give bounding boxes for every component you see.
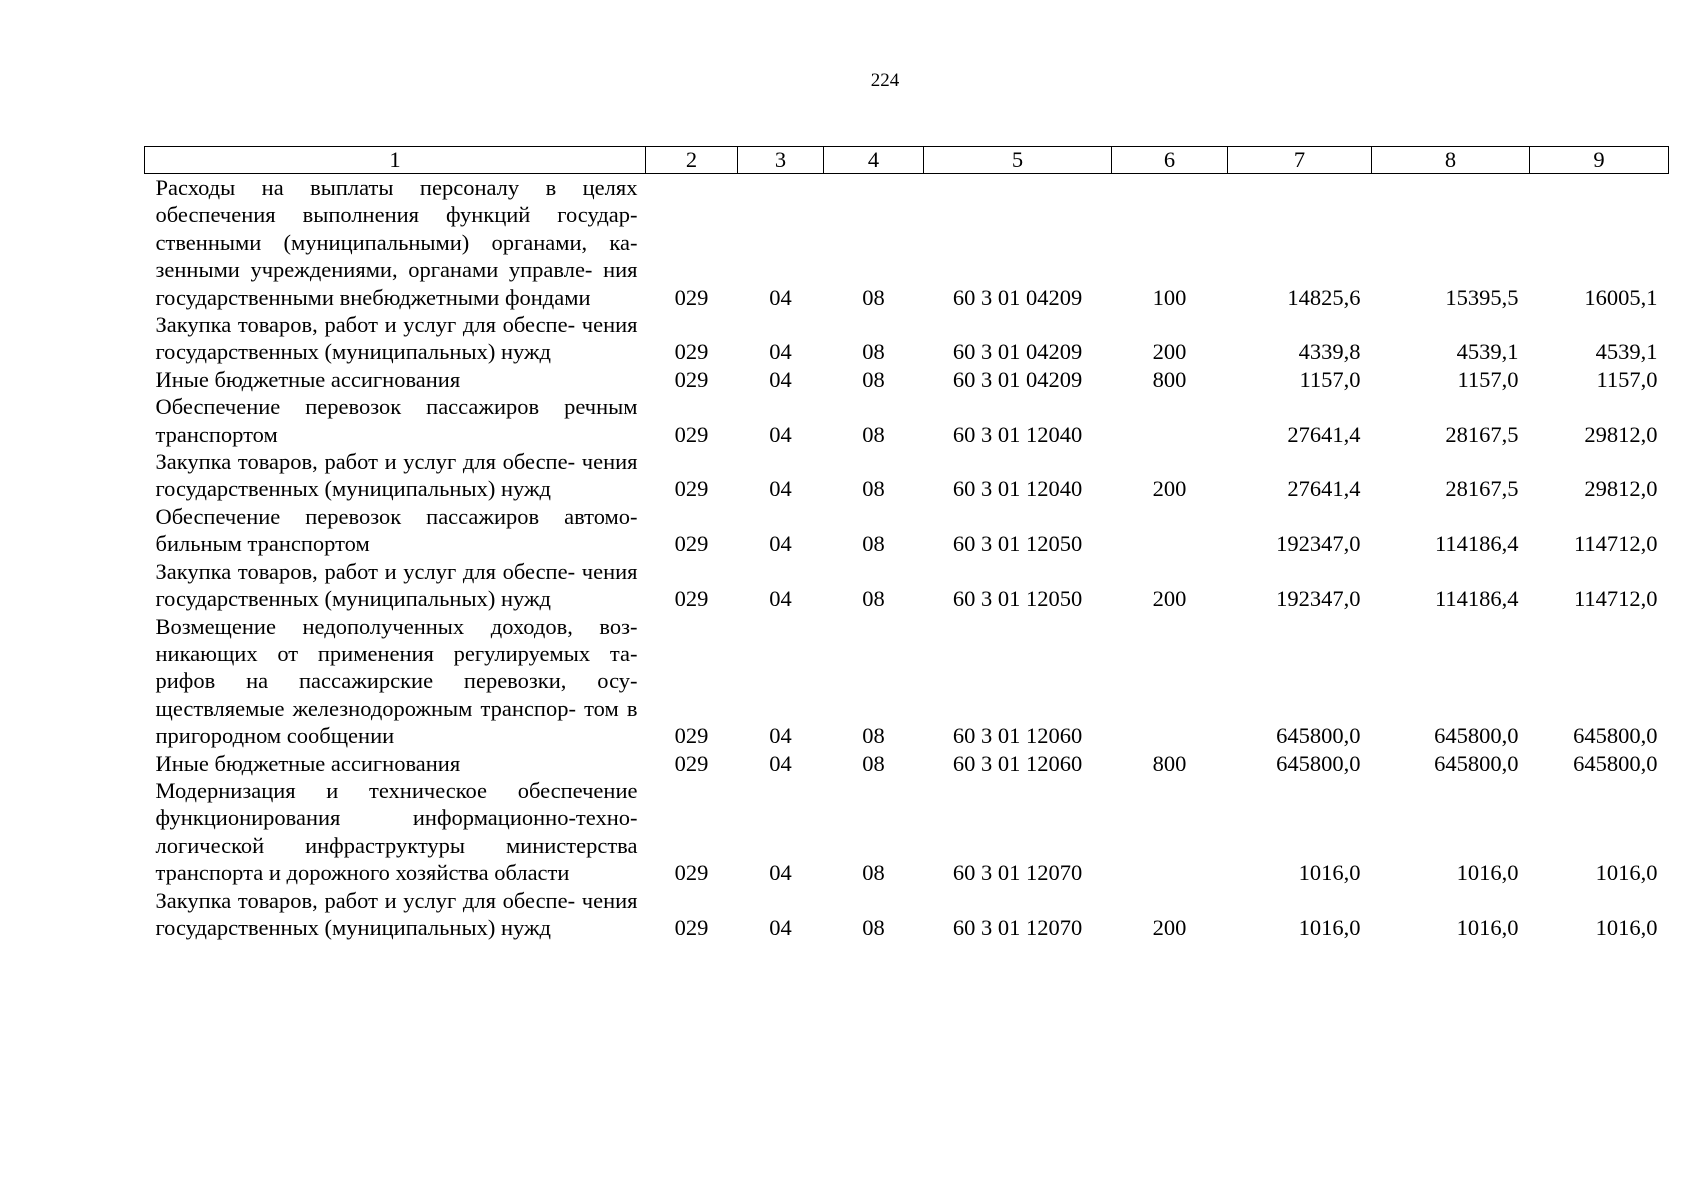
section-cell: 04: [769, 914, 792, 940]
table-body: [145, 174, 1669, 942]
description-line: обеспечения выполнения функций государ-: [155, 202, 638, 228]
description-line: транспортом: [155, 421, 278, 447]
description-line: чения государственных (муниципальных): [155, 887, 638, 940]
expense-type-cell: [1112, 393, 1228, 448]
description-line: Закупка товаров, работ и услуг для обеспе-: [155, 558, 576, 584]
amount-year2-cell: 28167,5: [1445, 476, 1519, 502]
budget-code-cell: 029: [674, 586, 709, 612]
expense-type-cell: 800: [1152, 750, 1187, 776]
row-description: [145, 503, 646, 558]
header-cell: 8: [1372, 147, 1530, 174]
row-description: [145, 777, 646, 887]
budget-code-cell: 029: [674, 476, 709, 502]
amount-year1-cell: 1016,0: [1298, 860, 1361, 886]
description-line: Возмещение недополученных доходов, воз-: [155, 613, 638, 639]
header-cell: 5: [924, 147, 1112, 174]
header-cell: 7: [1228, 147, 1372, 174]
subsection-cell: 08: [862, 531, 885, 557]
description-line: логической инфраструктуры министерства: [155, 832, 638, 858]
table-row: [145, 174, 1669, 312]
subsection-cell: 08: [862, 366, 885, 392]
target-article-cell: 60 3 01 04209: [952, 284, 1083, 310]
table-row: [145, 558, 1669, 613]
section-cell: 04: [769, 366, 792, 392]
amount-year3-cell: 114712,0: [1573, 531, 1658, 557]
row-description: [145, 613, 646, 750]
amount-year2-cell: 1016,0: [1456, 914, 1519, 940]
subsection-cell: 08: [862, 750, 885, 776]
amount-year3-cell: 1157,0: [1596, 366, 1658, 392]
description-line: функционирования информационно-техно-: [155, 805, 638, 831]
amount-year2-cell: 1016,0: [1456, 860, 1519, 886]
section-cell: 04: [769, 531, 792, 557]
row-description: [145, 366, 646, 393]
amount-year3-cell: 645800,0: [1573, 723, 1658, 749]
description-line: транспорта и дорожного хозяйства области: [155, 860, 570, 886]
description-line: нужд: [500, 339, 551, 365]
target-article-cell: 60 3 01 12060: [952, 750, 1083, 776]
amount-year2-cell: 645800,0: [1434, 723, 1519, 749]
budget-code-cell: 029: [674, 531, 709, 557]
amount-year1-cell: 4339,8: [1298, 339, 1361, 365]
target-article-cell: 60 3 01 12050: [952, 586, 1083, 612]
expense-type-cell: 100: [1152, 284, 1187, 310]
header-cell: 6: [1112, 147, 1228, 174]
amount-year1-cell: 27641,4: [1287, 421, 1361, 447]
section-cell: 04: [769, 284, 792, 310]
target-article-cell: 60 3 01 12050: [952, 531, 1083, 557]
header-cell: 2: [646, 147, 738, 174]
table-row: [145, 311, 1669, 366]
subsection-cell: 08: [862, 914, 885, 940]
table-row: [145, 777, 1669, 887]
expense-type-cell: 200: [1152, 476, 1187, 502]
amount-year3-cell: 645800,0: [1573, 750, 1658, 776]
description-line: чения государственных (муниципальных): [155, 558, 638, 612]
amount-year2-cell: 15395,5: [1445, 284, 1519, 310]
target-article-cell: 60 3 01 12060: [952, 723, 1083, 749]
subsection-cell: 08: [862, 476, 885, 502]
amount-year3-cell: 29812,0: [1584, 476, 1658, 502]
expense-type-cell: [1112, 503, 1228, 558]
description-line: Закупка товаров, работ и услуг для обеспе-: [155, 449, 576, 475]
amount-year2-cell: 1157,0: [1457, 366, 1519, 392]
row-description: [145, 558, 646, 613]
description-line: фондами: [504, 284, 591, 310]
expense-type-cell: [1112, 613, 1228, 750]
amount-year2-cell: 28167,5: [1445, 421, 1519, 447]
budget-table: [144, 146, 1669, 941]
target-article-cell: 60 3 01 12070: [952, 860, 1083, 886]
description-line: Расходы на выплаты персоналу в целях: [155, 175, 638, 200]
subsection-cell: 08: [862, 586, 885, 612]
description-line: ственными (муниципальными) органами, ка-: [155, 229, 638, 255]
amount-year1-cell: 645800,0: [1276, 723, 1361, 749]
expense-type-cell: [1112, 777, 1228, 887]
table-row: [145, 750, 1669, 777]
description-line: рифов на пассажирские перевозки, осу-: [155, 668, 638, 694]
amount-year3-cell: 114712,0: [1573, 586, 1658, 612]
table-row: [145, 448, 1669, 503]
description-line: Закупка товаров, работ и услуг для обеспе-: [155, 887, 576, 913]
budget-code-cell: 029: [674, 366, 709, 392]
target-article-cell: 60 3 01 12070: [952, 914, 1083, 940]
table-row: [145, 503, 1669, 558]
amount-year2-cell: 114186,4: [1434, 531, 1519, 557]
amount-year1-cell: 14825,6: [1287, 284, 1361, 310]
row-description: [145, 174, 646, 312]
description-line: чения государственных (муниципальных): [155, 312, 638, 365]
description-line: Иные бюджетные ассигнования: [155, 366, 461, 392]
budget-code-cell: 029: [674, 860, 709, 886]
description-line: том в пригородном сообщении: [155, 695, 638, 749]
amount-year2-cell: 114186,4: [1434, 586, 1519, 612]
amount-year1-cell: 1016,0: [1298, 914, 1361, 940]
description-line: нужд: [500, 914, 551, 940]
header-cell: 4: [824, 147, 924, 174]
amount-year3-cell: 29812,0: [1584, 421, 1658, 447]
table-row: [145, 393, 1669, 448]
description-line: нужд: [500, 476, 551, 502]
amount-year1-cell: 192347,0: [1276, 586, 1361, 612]
section-cell: 04: [769, 586, 792, 612]
amount-year1-cell: 645800,0: [1276, 750, 1361, 776]
row-description: [145, 393, 646, 448]
amount-year1-cell: 27641,4: [1287, 476, 1361, 502]
budget-code-cell: 029: [674, 421, 709, 447]
section-cell: 04: [769, 421, 792, 447]
target-article-cell: 60 3 01 04209: [952, 339, 1083, 365]
description-line: Закупка товаров, работ и услуг для обеспе-: [155, 312, 576, 338]
row-description: [145, 448, 646, 503]
expense-type-cell: 200: [1152, 586, 1187, 612]
description-line: ния государственными внебюджетными: [155, 257, 638, 310]
amount-year2-cell: 4539,1: [1456, 339, 1519, 365]
description-line: Модернизация и техническое обеспечение: [155, 777, 638, 803]
amount-year3-cell: 1016,0: [1595, 914, 1658, 940]
row-description: [145, 311, 646, 366]
amount-year3-cell: 4539,1: [1595, 339, 1658, 365]
subsection-cell: 08: [862, 723, 885, 749]
section-cell: 04: [769, 476, 792, 502]
expense-type-cell: 800: [1152, 366, 1187, 392]
row-description: [145, 750, 646, 777]
target-article-cell: 60 3 01 12040: [952, 476, 1083, 502]
header-cell: 3: [738, 147, 824, 174]
section-cell: 04: [769, 723, 792, 749]
header-cell: 9: [1530, 147, 1669, 174]
amount-year3-cell: 16005,1: [1584, 284, 1658, 310]
section-cell: 04: [769, 339, 792, 365]
subsection-cell: 08: [862, 339, 885, 365]
amount-year3-cell: 1016,0: [1595, 860, 1658, 886]
subsection-cell: 08: [862, 860, 885, 886]
amount-year1-cell: 1157,0: [1299, 366, 1361, 392]
page-number: 224: [870, 70, 900, 91]
budget-code-cell: 029: [674, 339, 709, 365]
subsection-cell: 08: [862, 421, 885, 447]
description-line: зенными учреждениями, органами управле-: [155, 257, 593, 283]
description-line: ществляемые железнодорожным транспор-: [155, 695, 576, 721]
row-description: [145, 887, 646, 942]
subsection-cell: 08: [862, 284, 885, 310]
table-row: [145, 613, 1669, 750]
amount-year2-cell: 645800,0: [1434, 750, 1519, 776]
description-line: чения государственных (муниципальных): [155, 449, 638, 502]
description-line: Иные бюджетные ассигнования: [155, 750, 461, 776]
budget-code-cell: 029: [674, 914, 709, 940]
target-article-cell: 60 3 01 12040: [952, 421, 1083, 447]
expense-type-cell: 200: [1152, 914, 1187, 940]
expense-type-cell: 200: [1152, 339, 1187, 365]
description-line: нужд: [500, 586, 551, 612]
description-line: бильным транспортом: [155, 531, 370, 557]
description-line: Обеспечение перевозок пассажиров речным: [155, 394, 638, 420]
description-line: никающих от применения регулируемых та-: [155, 640, 638, 666]
header-cell: 1: [145, 147, 646, 174]
description-line: Обеспечение перевозок пассажиров автомо-: [155, 503, 638, 529]
budget-code-cell: 029: [674, 284, 709, 310]
section-cell: 04: [769, 750, 792, 776]
target-article-cell: 60 3 01 04209: [952, 366, 1083, 392]
table-row: [145, 887, 1669, 942]
budget-code-cell: 029: [674, 723, 709, 749]
table-row: [145, 366, 1669, 393]
budget-code-cell: 029: [674, 750, 709, 776]
amount-year1-cell: 192347,0: [1276, 531, 1361, 557]
header-row: [145, 147, 1669, 174]
section-cell: 04: [769, 860, 792, 886]
